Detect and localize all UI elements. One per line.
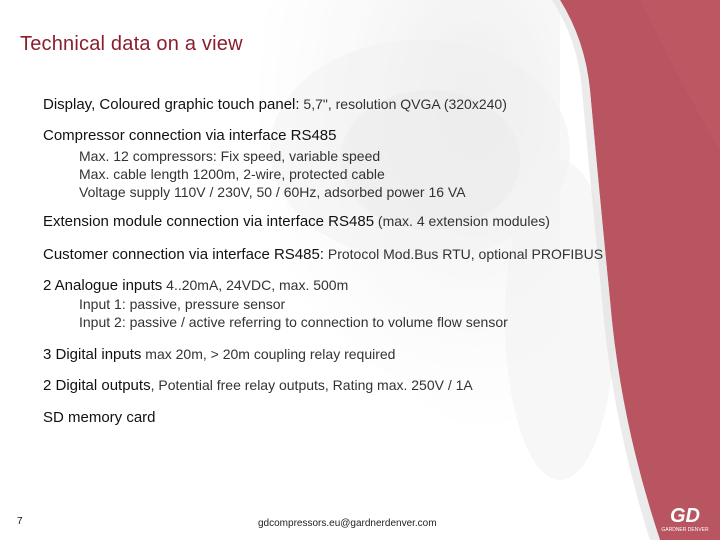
item-display-detail: 5,7", resolution QVGA (320x240) (299, 96, 507, 112)
item-digital-outputs (43, 377, 473, 394)
item-display (43, 96, 507, 113)
item-customer-label: Customer connection via interface RS485: (43, 246, 324, 263)
page-number: 7 (17, 516, 23, 527)
item-display-label: Display, Coloured graphic touch panel: (43, 96, 300, 113)
svg-text:GD: GD (670, 505, 700, 527)
footer-email: gdcompressors.eu@gardnerdenver.com (258, 518, 437, 529)
item-digital-outputs-detail: , Potential free relay outputs, Rating max. 250V / 1A (150, 377, 473, 393)
sub-item: Max. cable length 1200m, 2-wire, protected cable (79, 166, 385, 182)
item-extension-detail: (max. 4 extension modules) (374, 213, 550, 229)
item-analogue-detail: 4..20mA, 24VDC, max. 500m (162, 277, 349, 293)
item-digital-outputs-label: 2 Digital outputs (43, 377, 151, 394)
item-analogue-inputs (43, 277, 348, 294)
item-compressor-connection (43, 127, 336, 144)
item-digital-inputs-detail: max 20m, > 20m coupling relay required (141, 346, 396, 362)
item-extension-label: Extension module connection via interface RS485 (43, 213, 375, 230)
sub-item: Max. 12 compressors: Fix speed, variable speed (79, 148, 381, 164)
sub-item: Input 2: passive / active referring to connection to volume flow sensor (79, 314, 508, 330)
item-sd-card-label: SD memory card (43, 409, 156, 426)
gardner-denver-logo (657, 500, 713, 534)
item-extension-module (43, 213, 550, 230)
item-customer-detail: Protocol Mod.Bus RTU, optional PROFIBUS (323, 246, 604, 262)
svg-text:GARDNER DENVER: GARDNER DENVER (661, 527, 709, 533)
item-customer-connection (43, 246, 603, 263)
slide-title: Technical data on a view (20, 33, 243, 55)
item-digital-inputs (43, 346, 395, 363)
item-compressor-label: Compressor connection via interface RS485 (43, 127, 337, 144)
item-analogue-label: 2 Analogue inputs (43, 277, 163, 294)
item-sd-card (43, 409, 156, 426)
item-digital-inputs-label: 3 Digital inputs (43, 346, 142, 363)
sub-item: Voltage supply 110V / 230V, 50 / 60Hz, adsorbed power 16 VA (79, 184, 466, 200)
sub-item: Input 1: passive, pressure sensor (79, 296, 286, 312)
